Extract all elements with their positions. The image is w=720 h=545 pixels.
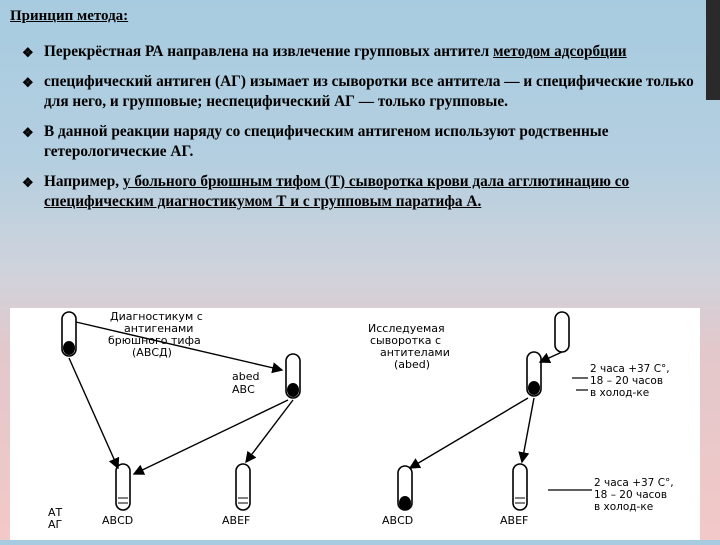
left-bottom-label: АТ АГ — [48, 506, 63, 531]
tube-label-3: АВСD — [382, 514, 414, 527]
test-tube-1 — [62, 312, 76, 356]
slide-edge-decoration — [706, 0, 720, 100]
bullet-text: В данной реакции наряду со специфическим антигеном используют родственные гетерологические АГ. — [44, 123, 609, 160]
diamond-bullet-icon: ❖ — [22, 75, 34, 90]
test-tube-4 — [236, 464, 250, 510]
slide-title: Принцип метода: — [10, 8, 129, 24]
bullet-text-underlined: у больного брюшным тифом (Т) сыворотка крови дала агглютинацию со специфическим диагностикумом Т и с групповым паратифа А. — [44, 173, 630, 210]
arrow-5 — [540, 352, 562, 362]
test-tube-6 — [527, 352, 541, 396]
arrow-6 — [410, 398, 528, 468]
bullet-text: Перекрёстная РА направлена на извлечение групповых антител — [44, 43, 494, 60]
diamond-bullet-icon: ❖ — [22, 175, 34, 190]
arrow-7 — [522, 398, 534, 462]
adsorption-diagram — [10, 308, 700, 540]
bullet-text-underlined: методом адсорбции — [493, 43, 627, 60]
bullet-list — [22, 42, 702, 212]
bullet-item — [22, 122, 702, 162]
tube-label-1: АВСD — [102, 514, 134, 527]
right-serum-label: Исследуемая сыворотка с антителами (abed) — [368, 322, 450, 371]
tube-label-4: АВЕF — [500, 514, 529, 527]
test-tube-5 — [555, 312, 569, 352]
test-tube-8 — [513, 464, 527, 510]
bullet-item — [22, 172, 702, 212]
right-note-2: 2 часа +37 С°, 18 – 20 часов в холод-ке — [594, 477, 674, 513]
diagram-svg — [10, 308, 700, 540]
bullet-item — [22, 42, 702, 62]
diamond-bullet-icon: ❖ — [22, 125, 34, 140]
right-note-1: 2 часа +37 С°, 18 – 20 часов в холод-ке — [590, 363, 670, 399]
test-tube-2 — [286, 354, 300, 398]
left-diagnosticum-label: Диагностикум с антигенами брюшного тифа (АВСД) — [108, 310, 203, 359]
left-mid-label: abed АВС — [232, 370, 260, 396]
diamond-bullet-icon: ❖ — [22, 45, 34, 60]
bullet-text: Например, — [44, 173, 123, 190]
bullet-text: специфический антиген (АГ) изымает из сыворотки все антитела — и специфические только для него, и групповые; неспецифический АГ — только групповые. — [44, 73, 694, 110]
test-tube-7 — [398, 466, 412, 510]
tube-label-2: АВЕF — [222, 514, 251, 527]
bullet-item — [22, 72, 702, 112]
arrow-2 — [69, 358, 118, 468]
test-tube-3 — [116, 464, 130, 510]
